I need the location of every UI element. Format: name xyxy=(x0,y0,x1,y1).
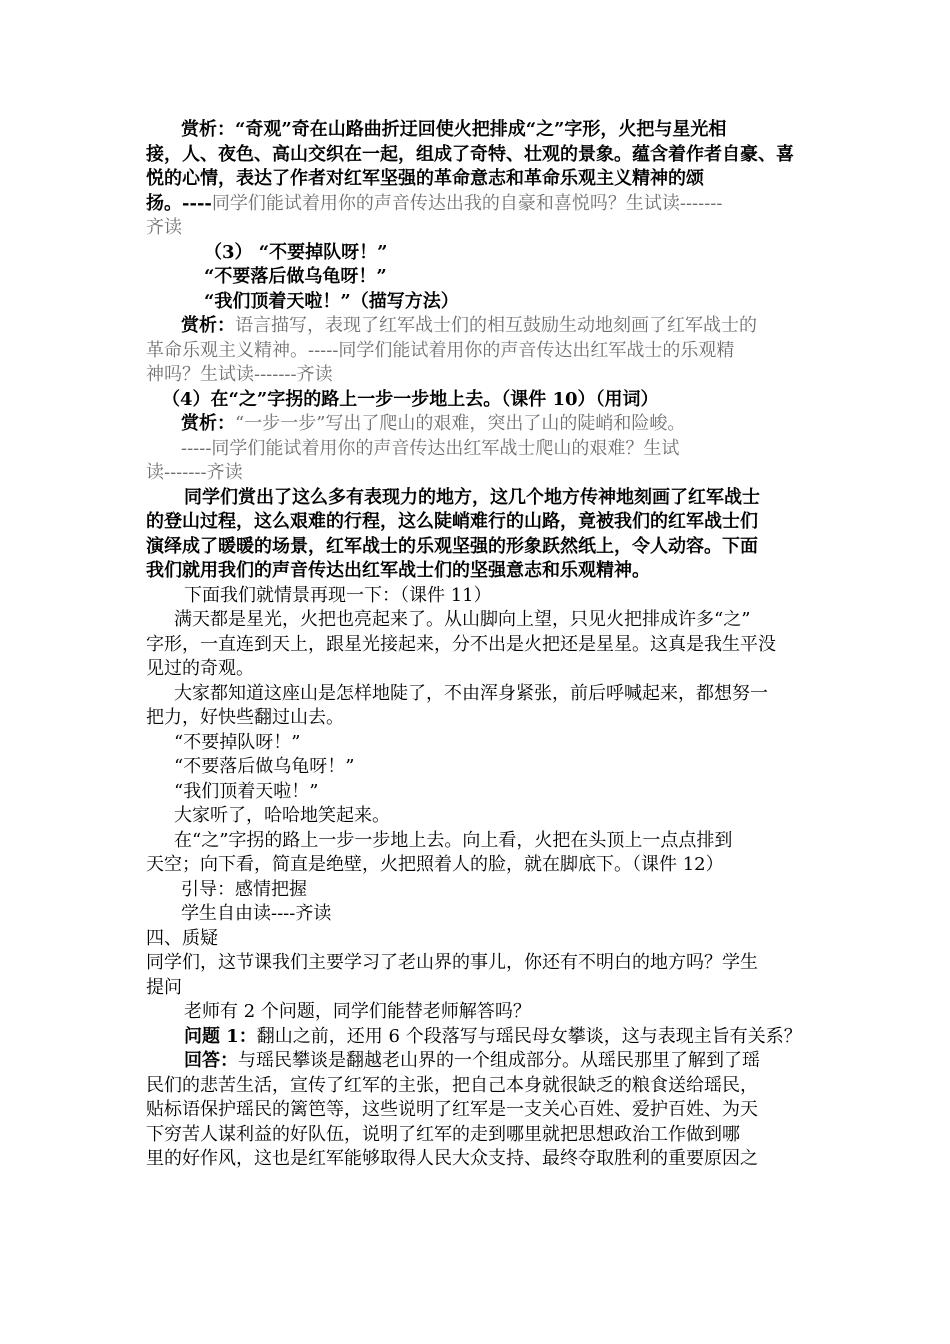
document-body xyxy=(146,118,814,1172)
text-run: 民们的悲苦生活，宣传了红军的主张，把自己本身就很缺乏的粮食送给瑶民， xyxy=(146,1074,758,1096)
text-run: 读-------齐读 xyxy=(146,462,243,483)
text-run: 与瑶民攀谈是翻越老山界的一个组成部分。从瑶民那里了解到了瑶 xyxy=(238,1050,760,1071)
text-run: 赏析： xyxy=(181,413,235,434)
text-line xyxy=(146,878,814,903)
text-line xyxy=(146,192,814,217)
text-line xyxy=(146,829,814,854)
text-run: 回答： xyxy=(184,1050,238,1071)
text-line xyxy=(146,535,814,560)
text-line xyxy=(146,657,814,682)
text-line xyxy=(146,290,814,315)
text-run: 天空；向下看，简直是绝壁，火把照着人的脸，就在脚底下。（课件 12） xyxy=(146,854,724,875)
text-run: 贴标语保护瑶民的篱笆等，这些说明了红军是一支关心百姓、爱护百姓、为天 xyxy=(146,1099,758,1120)
text-run: 引导：感情把握 xyxy=(181,878,307,900)
text-line xyxy=(146,1147,814,1172)
text-line xyxy=(146,976,814,1001)
text-run: 神吗？生试读-------齐读 xyxy=(146,364,333,385)
text-run: 提问 xyxy=(146,976,182,998)
text-run: 字形，一直连到天上，跟星光接起来，分不出是火把还是星星。这真是我生平没 xyxy=(146,633,776,655)
text-run: “不要落后做乌龟呀！” xyxy=(204,266,387,287)
text-run: 悦的心情，表达了作者对红军坚强的革命意志和革命乐观主义精神的颂 xyxy=(146,168,704,189)
text-run: （3） “不要掉队呀！” xyxy=(204,241,388,263)
text-run: 接，人、夜色、高山交织在一起，组成了奇特、壮观的景象。蕴含着作者自豪、喜 xyxy=(146,143,794,165)
text-run: 在“之”字拐的路上一步一步地上去。向上看，火把在头顶上一点点排到 xyxy=(174,829,733,851)
text-run: 大家都知道这座山是怎样地陡了，不由浑身紧张，前后呼喊起来，都想努一 xyxy=(174,682,768,704)
text-run: 学生自由读----齐读 xyxy=(181,903,332,924)
text-line xyxy=(146,388,814,413)
text-run: 大家听了，哈哈地笑起来。 xyxy=(174,805,390,826)
text-line xyxy=(146,608,814,633)
text-line xyxy=(146,682,814,707)
text-line xyxy=(146,314,814,339)
text-line xyxy=(146,1000,814,1025)
text-run: -----同学们能试着用你的声音传达出红军战士爬山的艰难？生试 xyxy=(181,437,680,459)
text-line xyxy=(146,902,814,927)
text-line xyxy=(146,241,814,266)
text-line xyxy=(146,437,814,462)
text-line xyxy=(146,167,814,192)
text-run: “我们顶着天啦！” xyxy=(174,780,319,802)
text-line xyxy=(146,216,814,241)
text-line xyxy=(146,1074,814,1099)
text-run: 我们就用我们的声音传达出红军战士们的坚强意志和乐观精神。 xyxy=(146,560,650,581)
text-run: 见过的奇观。 xyxy=(146,658,254,679)
text-run: 的登山过程，这么艰难的行程，这么陡峭难行的山路，竟被我们的红军战士们 xyxy=(146,511,758,532)
text-run: 革命乐观主义精神。-----同学们能试着用你的声音传达出红军战士的乐观精 xyxy=(146,339,735,361)
text-run: 里的好作风，这也是红军能够取得人民大众支持、最终夺取胜利的重要原因之 xyxy=(146,1148,758,1169)
text-run: 同学们能试着用你的声音传达出我的自豪和喜悦吗？生试读------- xyxy=(211,192,723,214)
text-line xyxy=(146,755,814,780)
text-line xyxy=(146,853,814,878)
text-run: 扬。---- xyxy=(146,192,212,214)
text-run: 下穷苦人谋利益的好队伍，说明了红军的走到哪里就把思想政治工作做到哪 xyxy=(146,1123,740,1145)
text-line xyxy=(146,486,814,511)
text-line xyxy=(146,265,814,290)
text-run: “我们顶着天啦！”（描写方法） xyxy=(204,290,459,312)
text-line xyxy=(146,1049,814,1074)
text-line xyxy=(146,927,814,952)
text-run: “一步一步”写出了爬山的艰难，突出了山的陡峭和险峻。 xyxy=(235,413,686,434)
text-run: 赏析： xyxy=(181,315,235,336)
text-run: 老师有 2 个问题，同学们能替老师解答吗？ xyxy=(184,1001,531,1022)
text-run: 下面我们就情景再现一下：（课件 11） xyxy=(184,584,492,606)
text-line xyxy=(146,363,814,388)
text-line xyxy=(146,1123,814,1148)
text-run: “不要掉队呀！” xyxy=(174,731,301,753)
text-line xyxy=(146,584,814,609)
text-line xyxy=(146,1025,814,1050)
text-line xyxy=(146,339,814,364)
text-run: 演绎成了暖暖的场景，红军战士的乐观坚强的形象跃然纸上，令人动容。下面 xyxy=(146,535,758,557)
text-run: 翻山之前，还用 6 个段落写与瑶民母女攀谈，这与表现主旨有关系？ xyxy=(256,1025,802,1047)
text-line xyxy=(146,731,814,756)
text-line xyxy=(146,412,814,437)
text-run: 满天都是星光，火把也亮起来了。从山脚向上望，只见火把排成许多“之” xyxy=(174,609,751,630)
text-line xyxy=(146,1098,814,1123)
text-line xyxy=(146,461,814,486)
text-line xyxy=(146,633,814,658)
text-line xyxy=(146,706,814,731)
text-run: 赏析：“奇观”奇在山路曲折迂回使火把排成“之”字形，火把与星光相 xyxy=(181,119,727,140)
text-line xyxy=(146,510,814,535)
text-run: 语言描写，表现了红军战士们的相互鼓励生动地刻画了红军战士的 xyxy=(235,315,757,336)
text-run: 问题 1： xyxy=(184,1025,257,1047)
text-run: “不要落后做乌龟呀！” xyxy=(174,756,355,777)
text-run: 四、质疑 xyxy=(146,927,218,949)
text-line xyxy=(146,118,814,143)
text-line xyxy=(146,559,814,584)
text-run: 同学们赏出了这么多有表现力的地方，这几个地方传神地刻画了红军战士 xyxy=(184,486,760,508)
text-line xyxy=(146,951,814,976)
text-run: 把力，好快些翻过山去。 xyxy=(146,707,344,728)
text-line xyxy=(146,804,814,829)
text-run: 齐读 xyxy=(146,217,182,238)
text-line xyxy=(146,780,814,805)
text-line xyxy=(146,143,814,168)
text-run: 同学们，这节课我们主要学习了老山界的事儿，你还有不明白的地方吗？学生 xyxy=(146,952,758,973)
text-run: （4）在“之”字拐的路上一步一步地上去。（课件 10）（用词） xyxy=(162,388,659,410)
